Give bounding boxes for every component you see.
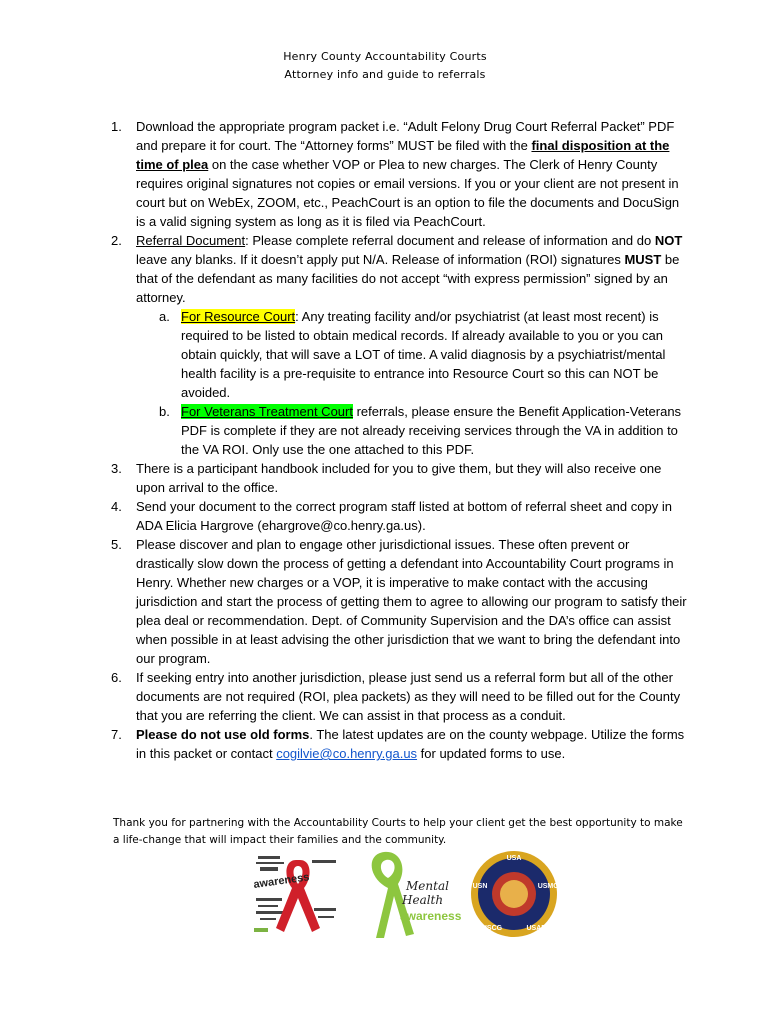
thank-you-note: Thank you for partnering with the Accountability Courts to help your client get the best opportunity to make a life-change that will impact their families and the community. <box>113 817 683 846</box>
sub-list-item: a. For Resource Court: Any treating facility and/or psychiatrist (at least most recent) is required to be listed to obtain medical records. If already available to you or you can obtain quickly, that will save a LOT of time. A valid diagnosis by a psychiatrist/mental health facility is a pre-requisite to entrance into Resource Court so this can NOT be avoided. <box>159 309 666 400</box>
final-disposition-emphasis: final disposition at the time of plea <box>136 138 670 172</box>
awareness-word: awareness <box>252 871 311 891</box>
header-title: Henry County Accountability Courts <box>283 50 487 63</box>
list-item: 7. Please do not use old forms. The latest updates are on the county webpage. Utilize the forms in this packet or contact cogilvie@co.henry.ga.us for updated forms to use. <box>111 727 685 761</box>
list-item: 3. There is a participant handbook included for you to give them, but they will also receive one upon arrival to the office. <box>111 461 662 495</box>
list-item: 6. If seeking entry into another jurisdiction, please just send us a referral form but all of the other documents are not required (ROI, plea packets) as they will need to be filled out for the County that you are referring the client. We can assist in that process as a conduit. <box>111 670 681 723</box>
list-item: 2. Referral Document: Please complete referral document and release of information and do NOT leave any blanks. If it doesn’t apply put N/A. Release of information (ROI) signatures MUST be that of the defendant as many facilities do not accept “with express permission” signed by an attorney. <box>111 233 683 305</box>
seal-bottom-left-text: USCG <box>481 925 503 932</box>
sub-list-item: b. For Veterans Treatment Court referrals, please ensure the Benefit Application-Veterans PDF is complete if they are not already receiving services through the VA in addition to the VA ROI. Only use the one attached to this PDF. <box>159 404 682 457</box>
seal-top-text: USA <box>506 855 522 862</box>
mental-word: Mental <box>406 879 449 893</box>
header-subtitle: Attorney info and guide to referrals <box>284 68 486 81</box>
awareness2-word: awareness <box>400 909 462 923</box>
seal-bottom-right-text: USAF <box>526 925 546 932</box>
mental-health-ribbon-logo <box>372 852 462 938</box>
referral-steps-list <box>105 117 690 763</box>
referral-document-label: Referral Document <box>136 233 246 248</box>
military-seal-logo <box>471 851 558 937</box>
health-word: Health <box>402 893 444 907</box>
contact-email-link[interactable]: cogilvie@co.henry.ga.us <box>276 746 418 761</box>
list-item: 4. Send your document to the correct program staff listed at bottom of referral sheet and copy in ADA Elicia Hargrove (ehargrove@co.henry.ga.us). <box>111 499 672 533</box>
resource-court-highlight: For Resource Court <box>181 309 296 324</box>
document-header <box>0 48 770 84</box>
awareness-logos <box>248 848 558 940</box>
list-item: 1. Download the appropriate program packet i.e. “Adult Felony Drug Court Referral Packet” PDF and prepare it for court. The “Attorney forms” MUST be filed with the final disposition at the time of plea on the case whether VOP or Plea to new charges. The Clerk of Henry County requires original signatures not copies or email versions. If you or your client are not present in court but on WebEx, ZOOM, etc., PeachCourt is an option to file the documents and DocuSign is a valid signing system as long as it is filed via PeachCourt. <box>111 119 680 229</box>
veterans-court-highlight: For Veterans Treatment Court <box>181 404 353 419</box>
list-item: 5. Please discover and plan to engage other jurisdictional issues. These often prevent or drastically slow down the process of getting a defendant into Accountability Court programs in Henry. Whether new charges or a VOP, it is imperative to make contact with the accusing jurisdiction and start the process of getting them to agree to allowing our program to satisfy their plea deal or recommendation. Dept. of Community Supervision and the DA’s office can assist when possible in at least advising the other jurisdiction that we want to bring the defendant into our program. <box>111 537 687 666</box>
seal-left-text: USN <box>472 883 488 890</box>
red-ribbon-logo <box>252 850 342 936</box>
seal-right-text: USMC <box>537 883 558 890</box>
